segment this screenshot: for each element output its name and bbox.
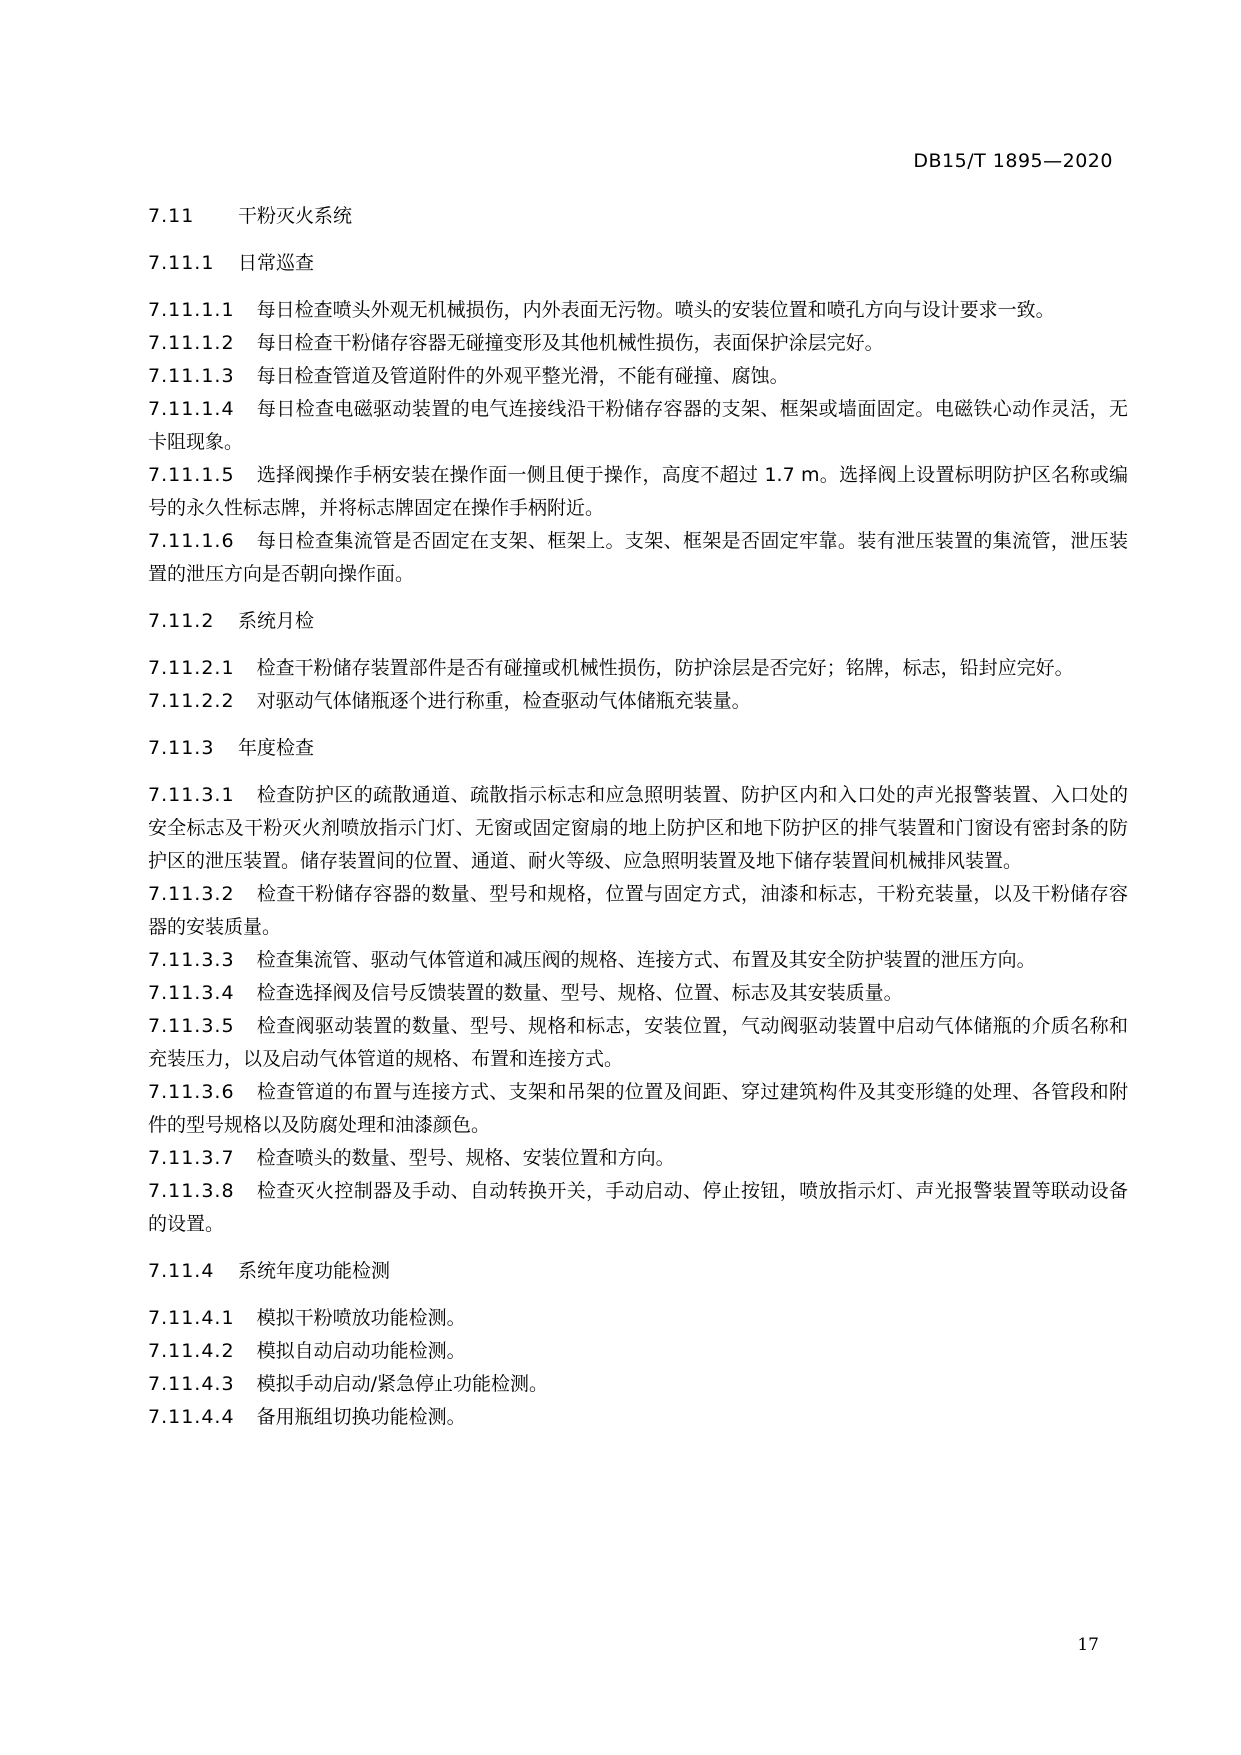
clause-number: 7.11.4.3 bbox=[148, 1373, 235, 1395]
clause-number: 7.11.3.3 bbox=[148, 949, 235, 971]
clause-item bbox=[148, 1010, 1128, 1076]
page-number: 17 bbox=[1077, 1635, 1099, 1655]
subsection-number: 7.11.4 bbox=[148, 1260, 215, 1282]
clause-number: 7.11.1.4 bbox=[148, 398, 235, 420]
clause-item bbox=[148, 652, 1128, 685]
clause-number: 7.11.2.1 bbox=[148, 657, 235, 679]
subsection-title: 系统月检 bbox=[238, 610, 315, 632]
clause-text: 每日检查电磁驱动装置的电气连接线沿干粉储存容器的支架、框架或墙面固定。电磁铁心动作灵活，无卡阻现象。 bbox=[148, 398, 1128, 453]
clause-item bbox=[148, 360, 1128, 393]
clause-text: 备用瓶组切换功能检测。 bbox=[256, 1406, 466, 1428]
clause-item bbox=[148, 1076, 1128, 1142]
clause-item bbox=[148, 1175, 1128, 1241]
clause-number: 7.11.3.8 bbox=[148, 1180, 235, 1202]
document-body bbox=[148, 200, 1128, 1434]
clause-text: 检查集流管、驱动气体管道和减压阀的规格、连接方式、布置及其安全防护装置的泄压方向。 bbox=[256, 949, 1036, 971]
clause-text: 检查喷头的数量、型号、规格、安装位置和方向。 bbox=[256, 1147, 675, 1169]
clause-text: 检查选择阀及信号反馈装置的数量、型号、规格、位置、标志及其安装质量。 bbox=[256, 982, 903, 1004]
clause-number: 7.11.1.3 bbox=[148, 365, 235, 387]
section-title: 干粉灭火系统 bbox=[238, 205, 353, 227]
subsection-list bbox=[148, 247, 1128, 1434]
clause-item bbox=[148, 327, 1128, 360]
clause-number: 7.11.3.5 bbox=[148, 1015, 235, 1037]
clause-text: 模拟自动启动功能检测。 bbox=[256, 1340, 466, 1362]
clause-text: 每日检查集流管是否固定在支架、框架上。支架、框架是否固定牢靠。装有泄压装置的集流管，泄压装置的泄压方向是否朝向操作面。 bbox=[148, 530, 1128, 585]
clause-item bbox=[148, 459, 1128, 525]
clause-text: 检查灭火控制器及手动、自动转换开关，手动启动、停止按钮，喷放指示灯、声光报警装置等联动设备的设置。 bbox=[148, 1180, 1128, 1235]
clause-item bbox=[148, 1368, 1128, 1401]
clause-item bbox=[148, 1401, 1128, 1434]
clause-text: 模拟干粉喷放功能检测。 bbox=[256, 1307, 466, 1329]
clause-item bbox=[148, 944, 1128, 977]
subsection-number: 7.11.3 bbox=[148, 737, 215, 759]
clause-text: 检查管道的布置与连接方式、支架和吊架的位置及间距、穿过建筑构件及其变形缝的处理、各管段和附件的型号规格以及防腐处理和油漆颜色。 bbox=[148, 1081, 1128, 1136]
clause-number: 7.11.1.2 bbox=[148, 332, 235, 354]
subsection-heading bbox=[148, 605, 1128, 638]
clause-item bbox=[148, 393, 1128, 459]
clause-number: 7.11.3.2 bbox=[148, 883, 235, 905]
clause-item bbox=[148, 1142, 1128, 1175]
clause-text: 检查干粉储存容器的数量、型号和规格，位置与固定方式，油漆和标志，干粉充装量，以及干粉储存容器的安装质量。 bbox=[148, 883, 1128, 938]
clause-text: 检查阀驱动装置的数量、型号、规格和标志，安装位置，气动阀驱动装置中启动气体储瓶的介质名称和充装压力，以及启动气体管道的规格、布置和连接方式。 bbox=[148, 1015, 1128, 1070]
clause-text: 模拟手动启动/紧急停止功能检测。 bbox=[256, 1373, 548, 1395]
clause-text: 选择阀操作手柄安装在操作面一侧且便于操作，高度不超过 1.7 m。选择阀上设置标明防护区名称或编号的永久性标志牌，并将标志牌固定在操作手柄附近。 bbox=[148, 464, 1128, 519]
clause-text: 每日检查喷头外观无机械损伤，内外表面无污物。喷头的安装位置和喷孔方向与设计要求一致。 bbox=[256, 299, 1055, 321]
clause-item bbox=[148, 878, 1128, 944]
clause-text: 每日检查干粉储存容器无碰撞变形及其他机械性损伤，表面保护涂层完好。 bbox=[256, 332, 884, 354]
subsection-title: 年度检查 bbox=[238, 737, 315, 759]
clause-number: 7.11.4.2 bbox=[148, 1340, 235, 1362]
document-code: DB15/T 1895—2020 bbox=[913, 150, 1113, 172]
clause-item bbox=[148, 779, 1128, 878]
subsection-number: 7.11.2 bbox=[148, 610, 215, 632]
subsection-title: 系统年度功能检测 bbox=[238, 1260, 391, 1282]
clause-text: 检查干粉储存装置部件是否有碰撞或机械性损伤，防护涂层是否完好；铭牌，标志，铅封应完好。 bbox=[256, 657, 1074, 679]
clause-number: 7.11.3.4 bbox=[148, 982, 235, 1004]
subsection-heading bbox=[148, 247, 1128, 280]
clause-item bbox=[148, 1335, 1128, 1368]
subsection-number: 7.11.1 bbox=[148, 252, 215, 274]
clause-item bbox=[148, 1302, 1128, 1335]
subsection-heading bbox=[148, 1255, 1128, 1288]
clause-number: 7.11.4.4 bbox=[148, 1406, 235, 1428]
clause-text: 每日检查管道及管道附件的外观平整光滑，不能有碰撞、腐蚀。 bbox=[256, 365, 789, 387]
clause-number: 7.11.1.5 bbox=[148, 464, 235, 486]
subsection-heading bbox=[148, 732, 1128, 765]
clause-number: 7.11.3.1 bbox=[148, 784, 235, 806]
section-heading bbox=[148, 200, 1128, 233]
clause-text: 检查防护区的疏散通道、疏散指示标志和应急照明装置、防护区内和入口处的声光报警装置、入口处的安全标志及干粉灭火剂喷放指示门灯、无窗或固定窗扇的地上防护区和地下防护区的排气装置和门窗设有密封条的防护区的泄压装置。储存装置间的位置、通道、耐火等级、应急照明装置及地下储存装置间机械排风装置。 bbox=[148, 784, 1128, 872]
clause-text: 对驱动气体储瓶逐个进行称重，检查驱动气体储瓶充装量。 bbox=[256, 690, 751, 712]
clause-number: 7.11.1.1 bbox=[148, 299, 235, 321]
subsection-title: 日常巡查 bbox=[238, 252, 315, 274]
clause-number: 7.11.3.7 bbox=[148, 1147, 235, 1169]
clause-item bbox=[148, 294, 1128, 327]
clause-item bbox=[148, 685, 1128, 718]
clause-number: 7.11.3.6 bbox=[148, 1081, 235, 1103]
clause-number: 7.11.1.6 bbox=[148, 530, 235, 552]
section-number: 7.11 bbox=[148, 205, 195, 227]
clause-number: 7.11.4.1 bbox=[148, 1307, 235, 1329]
clause-item bbox=[148, 525, 1128, 591]
clause-number: 7.11.2.2 bbox=[148, 690, 235, 712]
clause-item bbox=[148, 977, 1128, 1010]
